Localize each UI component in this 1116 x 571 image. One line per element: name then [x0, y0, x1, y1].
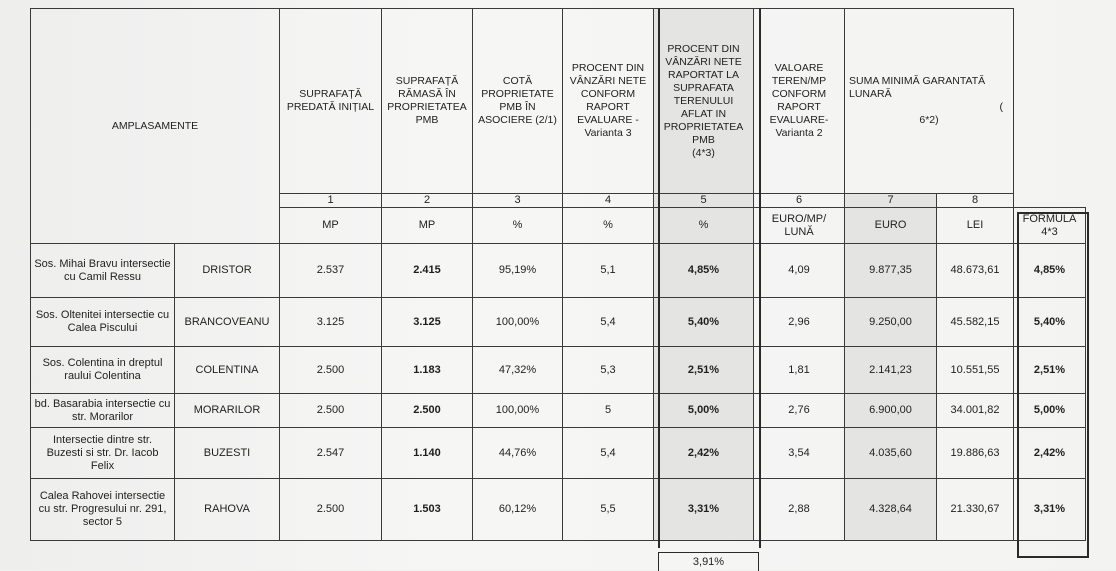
row-c2: 1.140 — [382, 428, 473, 479]
spacer-cell — [1014, 194, 1086, 208]
row-location: Sos. Oltenitei intersectie cu Calea Piscului — [31, 298, 175, 347]
row-c7: 9.877,35 — [845, 244, 937, 298]
row-c5: 4,85% — [654, 244, 754, 298]
header-col2: SUPRAFAȚĂ RĂMASĂ ÎN PROPRIETATEA PMB — [382, 9, 473, 194]
row-c4: 5,4 — [563, 298, 654, 347]
formula-header: FORMULA 4*3 — [1014, 208, 1086, 244]
unit-2: MP — [382, 208, 473, 244]
unit-6: EURO/MP/ LUNĂ — [754, 208, 845, 244]
total-c5: 3,91% — [658, 552, 759, 571]
row-c1: 2.500 — [280, 394, 382, 428]
row-c1: 2.537 — [280, 244, 382, 298]
row-c2: 2.415 — [382, 244, 473, 298]
formula-column-frame — [1017, 212, 1089, 558]
row-c3: 44,76% — [473, 428, 563, 479]
table-row — [31, 244, 1086, 298]
row-c3: 47,32% — [473, 347, 563, 394]
row-c6: 4,09 — [754, 244, 845, 298]
row-c7: 2.141,23 — [845, 347, 937, 394]
table-row — [31, 298, 1086, 347]
unit-7: EURO — [845, 208, 937, 244]
row-c8: 45.582,15 — [937, 298, 1014, 347]
row-c6: 1,81 — [754, 347, 845, 394]
row-c8: 34.001,82 — [937, 394, 1014, 428]
colnum-2: 2 — [382, 194, 473, 208]
header-col78-paren: ( — [999, 101, 1003, 113]
row-c8: 19.886,63 — [937, 428, 1014, 479]
header-col5-formula: (4*3) — [692, 146, 715, 159]
row-location: Sos. Colentina in dreptul raului Colentina — [31, 347, 175, 394]
row-c5: 2,51% — [654, 347, 754, 394]
row-c5: 5,40% — [654, 298, 754, 347]
row-c7: 4.328,64 — [845, 479, 937, 541]
row-c6: 3,54 — [754, 428, 845, 479]
table-row — [31, 479, 1086, 541]
row-c3: 100,00% — [473, 298, 563, 347]
row-name: DRISTOR — [175, 244, 280, 298]
row-c4: 5,3 — [563, 347, 654, 394]
row-name: BRANCOVEANU — [175, 298, 280, 347]
row-c7: 9.250,00 — [845, 298, 937, 347]
row-c2: 1.503 — [382, 479, 473, 541]
row-c3: 100,00% — [473, 394, 563, 428]
colnum-6: 6 — [754, 194, 845, 208]
row-formula: 4,85% — [1014, 244, 1086, 298]
row-location: Intersectie dintre str. Buzesti si str. Dr. Iacob Felix — [31, 428, 175, 479]
row-c8: 21.330,67 — [937, 479, 1014, 541]
row-c3: 60,12% — [473, 479, 563, 541]
header-col78 — [845, 9, 1014, 194]
unit-1: MP — [280, 208, 382, 244]
row-c7: 4.035,60 — [845, 428, 937, 479]
row-formula: 5,40% — [1014, 298, 1086, 347]
header-col4: PROCENT DIN VÂNZĂRI NETE CONFORM RAPORT EVALUARE - Varianta 3 — [563, 9, 654, 194]
table-row — [31, 394, 1086, 428]
unit-5: % — [654, 208, 754, 244]
unit-4: % — [563, 208, 654, 244]
row-c5: 5,00% — [654, 394, 754, 428]
row-location: Calea Rahovei intersectie cu str. Progresului nr. 291, sector 5 — [31, 479, 175, 541]
row-location: bd. Basarabia intersectie cu str. Morarilor — [31, 394, 175, 428]
table-row — [31, 428, 1086, 479]
header-col78-title: SUMA MINIMĂ GARANTATĂ LUNARĂ — [849, 75, 986, 100]
header-col78-formula: 6*2) — [919, 114, 939, 126]
table-row — [31, 347, 1086, 394]
row-location: Sos. Mihai Bravu intersectie cu Camil Ressu — [31, 244, 175, 298]
row-formula: 2,51% — [1014, 347, 1086, 394]
row-c4: 5,1 — [563, 244, 654, 298]
row-name: COLENTINA — [175, 347, 280, 394]
row-c6: 2,76 — [754, 394, 845, 428]
row-c3: 95,19% — [473, 244, 563, 298]
row-c5: 3,31% — [654, 479, 754, 541]
row-c4: 5,5 — [563, 479, 654, 541]
colnum-3: 3 — [473, 194, 563, 208]
row-c2: 1.183 — [382, 347, 473, 394]
row-c8: 48.673,61 — [937, 244, 1014, 298]
header-col5-text: PROCENT DIN VÂNZĂRI NETE RAPORTAT LA SUPRAFATA TERENULUI AFLAT IN PROPRIETATEA PMB — [663, 42, 744, 146]
row-formula: 2,42% — [1014, 428, 1086, 479]
header-col1: SUPRAFAȚĂ PREDATĂ INIȚIAL — [280, 9, 382, 194]
row-c5: 2,42% — [654, 428, 754, 479]
amplasamente-table — [30, 8, 1086, 541]
row-name: MORARILOR — [175, 394, 280, 428]
colnum-7: 7 — [845, 194, 937, 208]
row-c4: 5 — [563, 394, 654, 428]
header-col5 — [654, 9, 754, 194]
header-col6: VALOARE TEREN/MP CONFORM RAPORT EVALUARE- Varianta 2 — [754, 9, 845, 194]
row-c4: 5,4 — [563, 428, 654, 479]
row-formula: 3,31% — [1014, 479, 1086, 541]
row-c1: 2.547 — [280, 428, 382, 479]
row-c8: 10.551,55 — [937, 347, 1014, 394]
row-c1: 2.500 — [280, 347, 382, 394]
colnum-4: 4 — [563, 194, 654, 208]
spacer-cell — [1014, 9, 1086, 194]
row-formula: 5,00% — [1014, 394, 1086, 428]
header-col3: COTĂ PROPRIETATE PMB ÎN ASOCIERE (2/1) — [473, 9, 563, 194]
colnum-1: 1 — [280, 194, 382, 208]
row-c2: 2.500 — [382, 394, 473, 428]
row-c1: 3.125 — [280, 298, 382, 347]
row-c7: 6.900,00 — [845, 394, 937, 428]
colnum-5: 5 — [654, 194, 754, 208]
row-name: RAHOVA — [175, 479, 280, 541]
unit-3: % — [473, 208, 563, 244]
row-c6: 2,96 — [754, 298, 845, 347]
header-amplasamente: AMPLASAMENTE — [31, 9, 280, 244]
unit-8: LEI — [937, 208, 1014, 244]
colnum-8: 8 — [937, 194, 1014, 208]
row-c1: 2.500 — [280, 479, 382, 541]
row-name: BUZESTI — [175, 428, 280, 479]
row-c6: 2,88 — [754, 479, 845, 541]
row-c2: 3.125 — [382, 298, 473, 347]
